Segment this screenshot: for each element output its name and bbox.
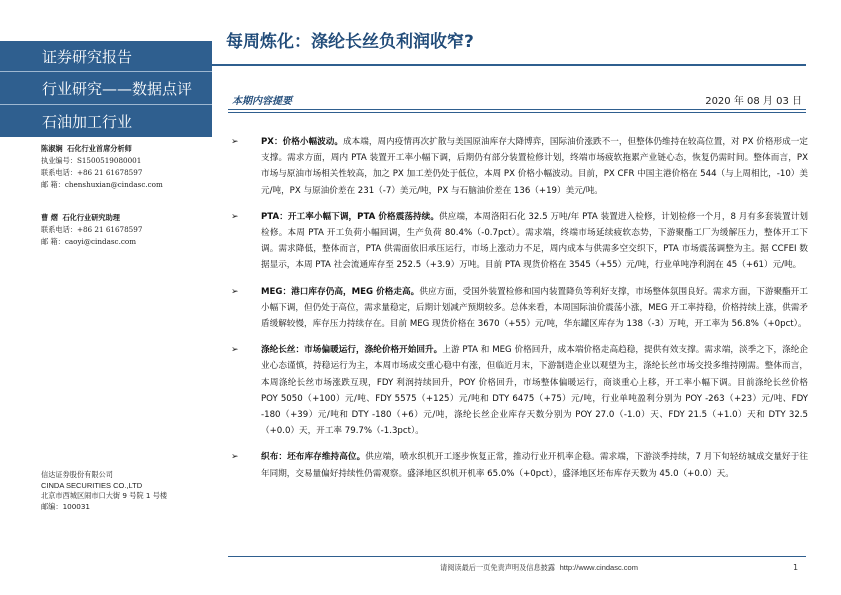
summary-list <box>228 134 808 492</box>
arrow-bullet-icon: ➢ <box>231 286 239 297</box>
sidebar <box>0 0 212 595</box>
list-item-polyester-filament <box>228 342 808 439</box>
footer <box>440 563 638 573</box>
section-rule-thin <box>228 112 806 113</box>
item-text: 成本端，周内疫情再次扩散与美国原油库存大降博弈，国际油价涨跌不一，但整体仍维持在较高位置，对 PX 价格形成一定支撑。需求方面，周内 PTA 装置开工率小幅下调，后期仍有部分装置检修计划，终端市场疲软拖累产业链心态，恢复仍需时间。整体而言，PX 市场与原油市场相关性较高，加之 PX 加工差仍处于低位，本周 PX 价格小幅波动。目前，PX CFR 中国主港价格在 544（与上周相比，-10）美元/吨，PX 与原油价差在 231（-7）美元/吨，PX 与石脑油价差在 136（+19）美元/吨。 <box>261 137 808 196</box>
item-lead: PX：价格小幅波动。 <box>261 137 343 147</box>
analyst-1-email[interactable]: 邮 箱：chenshuxian@cindasc.com <box>41 180 163 189</box>
item-text: 供应端，本周洛阳石化 32.5 万吨/年 PTA 装置进入检修，计划检修一个月，8 月有多套装置计划检修。本周 PTA 开工负荷小幅回调，生产负荷 80.4%（-0.7pct）。需求端，终端市场延续疲软态势，下游聚酯工厂为缓解压力，整体开工下调。需求降低，整体而言，PTA 供需面依旧承压运行，市场上涨动力不足，周内成本与供需多空交织下，PTA 市场震荡调整为主。据 CCFEI 数据显示，本周 PTA 社会流通库存至 252.5（+3.9）万吨。目前 PTA 现货价格在 3545（+55）元/吨，行业单吨净利润在 45（+61）元/吨。 <box>261 211 808 271</box>
analyst-2-role: 石化行业研究助理 <box>62 213 120 222</box>
company-postcode: 邮编：100031 <box>41 501 91 511</box>
header <box>212 0 841 64</box>
page-number: 1 <box>793 563 799 572</box>
section-label: 本期内容提要 <box>232 96 292 107</box>
company-address: 北京市西城区闹市口大街 9 号院 1 号楼 <box>41 491 168 500</box>
category-label: 行业研究——数据点评 <box>42 79 193 98</box>
arrow-bullet-icon: ➢ <box>231 452 239 463</box>
analyst-1-role: 石化行业首席分析师 <box>67 144 132 153</box>
section-rule <box>228 109 806 110</box>
item-text: 上游 PTA 和 MEG 价格回升，成本端价格走高趋稳，提供有效支撑。需求端，淡季之下，涤纶企业心态谨慎，持稳运行为主，本周市场成交重心稳中有涨，但临近月末，下游制造企业以观望为主，涤纶长丝市场交投多维持刚需。整体而言，本周涤纶长丝市场涨跌互现，FDY 利润持续回升，POY 价格回升，市场整体偏暖运行，商谈重心上移，开工率小幅下调。目前涤纶长丝价格 POY 5050（+100）元/吨、FDY 5575（+125）元/吨和 DTY 6475（+75）元/吨，行业单吨盈利分别为 POY -263（+23）元/吨、FDY -180（+39）元/吨和 DTY -180（+6）元/吨，涤纶长丝企业库存天数分别为 POY 27.0（-1.0）天、FDY 21.5（+1.0）天和 DTY 32.5（+0.0）天，开工率 79.7%（-1.3pct）。 <box>261 345 808 437</box>
arrow-bullet-icon: ➢ <box>231 211 239 222</box>
footer-disclaimer[interactable]: 请阅读最后一页免责声明及信息披露 <box>440 563 556 572</box>
analyst-1-license: 执业编号：S1500519080001 <box>41 156 142 165</box>
item-text: 供应端，喷水织机开工逐步恢复正常，推动行业开机率企稳。需求端，下游淡季持续，7 月下旬轻纺城成交量好于往年同期，交易量偏好持续性仍需观察。盛泽地区织机开机率 65.0%（+0pct），盛泽地区坯布库存天数为 45.0（+0.0）天。 <box>261 452 808 479</box>
analyst-2-email[interactable]: 邮 箱：caoyi@cindasc.com <box>41 237 137 246</box>
analyst-2-name: 曹 熠 <box>41 213 58 222</box>
item-text: 供应方面，受国外装置检修和国内装置降负等利好支撑，市场整体氛围良好。需求方面，下游聚酯开工小幅下调，但仍处于高位，需求量稳定，后期计划减产预期较多。总体来看，本周国际油价震荡小涨，MEG 开工率持稳，价格持续上涨，供需矛盾缓解较慢，库存压力持续存在。目前 MEG 现货价格在 3670（+55）元/吨，华东罐区库存为 138（-3）万吨，开工率为 56.8%（+0pct）。 <box>261 286 808 330</box>
item-lead: 织布：坯布库存维持高位。 <box>261 452 366 463</box>
list-item-px <box>228 134 808 199</box>
analyst-2-card <box>41 212 142 248</box>
arrow-bullet-icon: ➢ <box>231 345 239 356</box>
page-title: 每周炼化：涤纶长丝负利润收窄? <box>226 32 474 52</box>
arrow-bullet-icon: ➢ <box>231 137 239 147</box>
item-lead: MEG：港口库存仍高，MEG 价格走高。 <box>261 286 420 297</box>
analyst-1-card <box>41 143 163 191</box>
list-item-weaving <box>228 449 808 481</box>
list-item-pta <box>228 209 808 274</box>
report-type-band <box>0 41 212 71</box>
report-date: 2020 年 08 月 03 日 <box>705 96 802 107</box>
footer-url-link[interactable]: http://www.cindasc.com <box>559 563 638 572</box>
analyst-2-phone: 联系电话：+86 21 61678597 <box>41 225 143 234</box>
industry-label: 石油加工行业 <box>42 112 133 131</box>
analyst-1-phone: 联系电话：+86 21 61678597 <box>41 168 143 177</box>
item-lead: 涤纶长丝：市场偏暖运行，涤纶价格开始回升。 <box>261 345 443 356</box>
industry-band <box>0 105 212 137</box>
item-lead: PTA：开工率小幅下调，PTA 价格震荡持续。 <box>261 211 440 222</box>
report-type-label: 证券研究报告 <box>42 47 133 66</box>
analyst-1-name: 陈淑娴 <box>41 144 63 153</box>
category-band <box>0 72 212 104</box>
company-name-cn: 信达证券股份有限公司 <box>41 470 113 479</box>
company-name-en: CINDA SECURITIES CO.,LTD <box>41 480 143 490</box>
title-rule <box>212 64 806 66</box>
list-item-meg <box>228 284 808 333</box>
company-info <box>41 470 167 512</box>
footer-rule <box>228 556 806 557</box>
